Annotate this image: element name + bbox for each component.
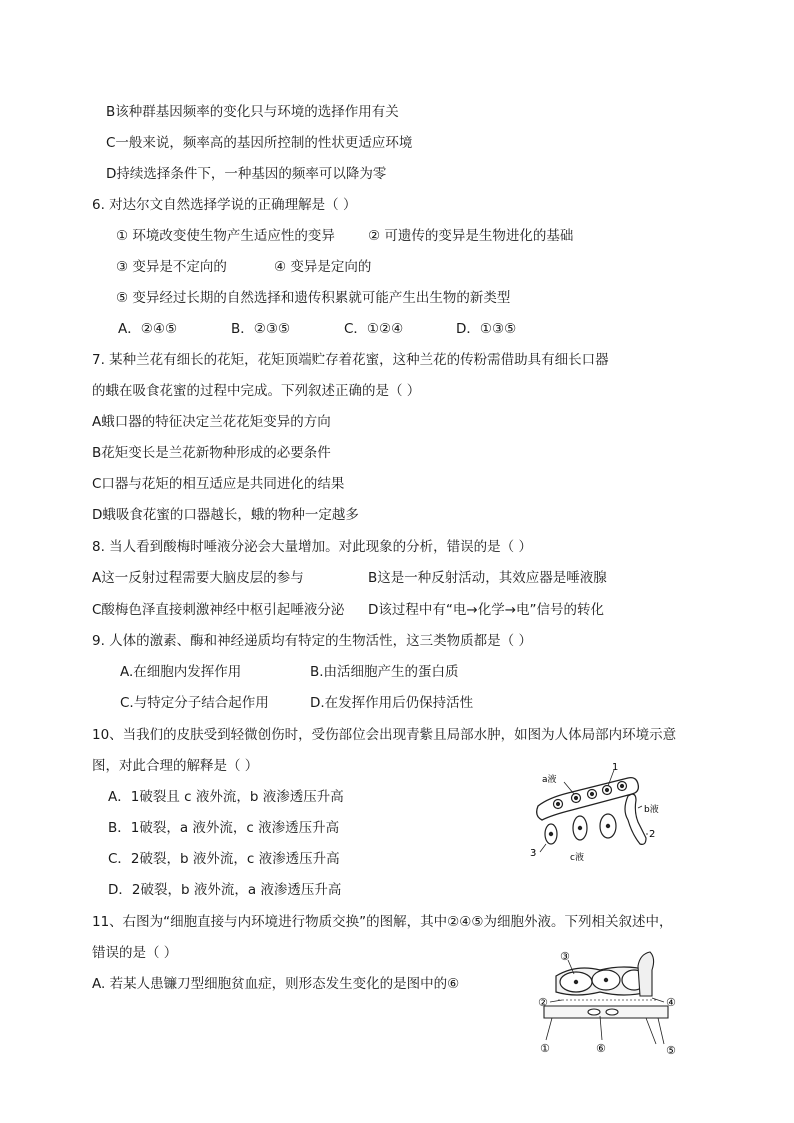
q11-stem-line1: 11、右图为“细胞直接与内环境进行物质交换”的图解，其中②④⑤为细胞外液。下列相关叙述中， [92, 914, 673, 930]
q9-option-c: C.与特定分子结合起作用 [120, 695, 269, 711]
q11-option-a: A. 若某人患镰刀型细胞贫血症，则形态发生变化的是图中的⑥ [92, 976, 460, 992]
q11-exchange-figure [528, 946, 688, 1058]
capillary-11 [544, 1006, 668, 1018]
fig11-label-4: ④ [666, 996, 676, 1009]
q6-statement-5: ⑤ 变异经过长期的自然选择和遗传积累就可能产生出生物的新类型 [116, 290, 511, 306]
q8-option-b: B这是一种反射活动，其效应器是唾液腺 [368, 570, 607, 586]
q10-stem-line2: 图，对此合理的解释是（ ） [92, 758, 259, 774]
q9-option-b: B.由活细胞产生的蛋白质 [310, 664, 459, 680]
fig11-label-5: ⑤ [666, 1044, 676, 1057]
q7-option-b: B花矩变长是兰花新物种形成的必要条件 [92, 445, 331, 461]
q6-statement-4: ④ 变异是定向的 [274, 259, 372, 275]
fig11-label-6: ⑥ [596, 1042, 606, 1055]
q6-statement-3: ③ 变异是不定向的 [116, 259, 227, 275]
q8-option-c: C酸梅色泽直接刺激神经中枢引起唾液分泌 [92, 602, 345, 618]
q7-option-c: C口器与花矩的相互适应是共同进化的结果 [92, 476, 345, 492]
q7-option-d: D蛾吸食花蜜的口器越长，蛾的物种一定越多 [92, 507, 359, 523]
q6-option-a: A．②④⑤ [118, 321, 178, 337]
q10-tissue-figure [528, 760, 668, 868]
fig-label-1: 1 [612, 762, 619, 773]
q6-option-c: C．①②④ [344, 321, 404, 337]
q6-stem: 6. 对达尔文自然选择学说的正确理解是（ ） [92, 197, 357, 213]
q10-option-d: D．2破裂，b 液外流，a 液渗透压升高 [108, 882, 342, 898]
fig11-label-3: ③ [560, 950, 570, 963]
q9-stem: 9. 人体的激素、酶和神经递质均有特定的生物活性，这三类物质都是（ ） [92, 633, 532, 649]
fig11-label-2: ② [538, 996, 548, 1009]
fig-label-b-fluid: b液 [644, 805, 659, 815]
q10-stem-line1: 10、当我们的皮肤受到轻微创伤时，受伤部位会出现青紫且局部水肿，如图为人体局部内环境示意 [92, 727, 677, 743]
q6-option-d: D．①③⑤ [456, 321, 517, 337]
q7-stem-line1: 7. 某种兰花有细长的花矩，花矩顶端贮存着花蜜，这种兰花的传粉需借助具有细长口器 [92, 352, 609, 368]
q10-option-b: B．1破裂，a 液外流，c 液渗透压升高 [108, 820, 340, 836]
q8-option-a: A这一反射过程需要大脑皮层的参与 [92, 570, 304, 586]
tissue-cells-row [556, 967, 648, 995]
q10-option-a: A．1破裂且 c 液外流，b 液渗透压升高 [108, 789, 344, 805]
q9-option-a: A.在细胞内发挥作用 [120, 664, 242, 680]
lymphatic-vessel [625, 794, 646, 844]
fig11-label-1: ① [540, 1042, 550, 1055]
fig-label-c-fluid: c液 [570, 853, 584, 863]
q7-option-a: A蛾口器的特征决定兰花花矩变异的方向 [92, 414, 331, 430]
lymph-vessel [638, 952, 654, 996]
red-blood-cells [554, 782, 627, 809]
q5-option-c: C一般来说，频率高的基因所控制的性状更适应环境 [106, 135, 413, 151]
q5-option-d: D持续选择条件下，一种基因的频率可以降为零 [106, 166, 387, 182]
q5-option-b: B该种群基因频率的变化只与环境的选择作用有关 [106, 104, 399, 120]
fig-label-a-fluid: a液 [542, 775, 557, 785]
q6-statement-1: ① 环境改变使生物产生适应性的变异 [116, 228, 335, 244]
q10-option-c: C．2破裂，b 液外流，c 液渗透压升高 [108, 851, 340, 867]
q6-statement-2: ② 可遗传的变异是生物进化的基础 [368, 228, 574, 244]
q8-option-d: D该过程中有“电→化学→电”信号的转化 [368, 602, 605, 618]
q11-stem-line2: 错误的是（ ） [92, 945, 178, 961]
q6-option-b: B．②③⑤ [231, 321, 291, 337]
fig-label-3: 3 [530, 848, 537, 859]
q8-stem: 8. 当人看到酸梅时唾液分泌会大量增加。对此现象的分析，错误的是（ ） [92, 539, 532, 555]
fig-label-2: 2 [649, 829, 656, 840]
tissue-cells [545, 814, 616, 844]
q9-option-d: D.在发挥作用后仍保持活性 [310, 695, 474, 711]
q7-stem-line2: 的蛾在吸食花蜜的过程中完成。下列叙述正确的是（ ） [92, 383, 421, 399]
